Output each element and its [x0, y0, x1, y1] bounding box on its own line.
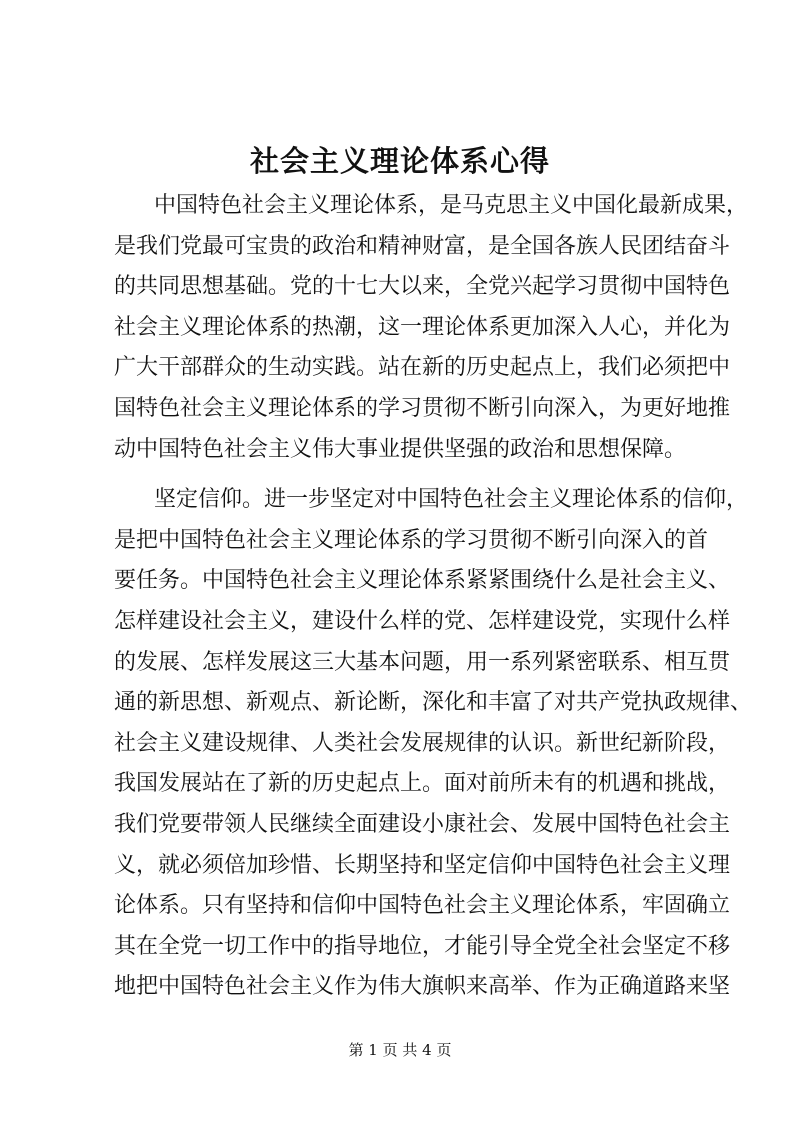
document-body [114, 186, 753, 1008]
document-title: 社会主义理论体系心得 [249, 144, 550, 178]
paragraph-line: 要任务。中国特色社会主义理论体系紧紧围绕什么是社会主义、 [114, 568, 731, 594]
paragraph-line: 我国发展站在了新的历史起点上。面对前所未有的机遇和挑战， [114, 771, 731, 797]
paragraph-line: 义，就必须倍加珍惜、长期坚持和坚定信仰中国特色社会主义理 [114, 852, 731, 878]
page-number-footer: 第 1 页 共 4 页 [348, 1041, 452, 1059]
paragraph-line: 我们党要带领人民继续全面建设小康社会、发展中国特色社会主 [114, 811, 731, 837]
paragraph-line: 的共同思想基础。党的十七大以来，全党兴起学习贯彻中国特色 [114, 274, 731, 300]
paragraph-line: 社会主义理论体系的热潮，这一理论体系更加深入人心，并化为 [114, 314, 731, 340]
paragraph-line: 国特色社会主义理论体系的学习贯彻不断引向深入，为更好地推 [114, 395, 731, 421]
paragraph-line: 是把中国特色社会主义理论体系的学习贯彻不断引向深入的首 [114, 527, 709, 553]
paragraph-line: 怎样建设社会主义，建设什么样的党、怎样建设党，实现什么样 [114, 608, 731, 634]
paragraph-line: 地把中国特色社会主义作为伟大旗帜来高举、作为正确道路来坚 [114, 974, 731, 1000]
paragraph-line: 其在全党一切工作中的指导地位，才能引导全党全社会坚定不移 [114, 933, 731, 959]
paragraph-line: 的发展、怎样发展这三大基本问题，用一系列紧密联系、相互贯 [114, 649, 731, 675]
paragraph-line: 论体系。只有坚持和信仰中国特色社会主义理论体系，牢固确立 [114, 893, 731, 919]
paragraph-line: 广大干部群众的生动实践。站在新的历史起点上，我们必须把中 [114, 355, 731, 381]
paragraph-line: 通的新思想、新观点、新论断，深化和丰富了对共产党执政规律、 [114, 690, 753, 716]
paragraph-line: 中国特色社会主义理论体系，是马克思主义中国化最新成果， [154, 193, 749, 218]
paragraph-line: 动中国特色社会主义伟大事业提供坚强的政治和思想保障。 [114, 436, 687, 462]
paragraph-line: 是我们党最可宝贵的政治和精神财富，是全国各族人民团结奋斗 [114, 233, 731, 259]
paragraph-line: 社会主义建设规律、人类社会发展规律的认识。新世纪新阶段， [114, 730, 731, 756]
paragraph-line: 坚定信仰。进一步坚定对中国特色社会主义理论体系的信仰， [154, 487, 749, 513]
